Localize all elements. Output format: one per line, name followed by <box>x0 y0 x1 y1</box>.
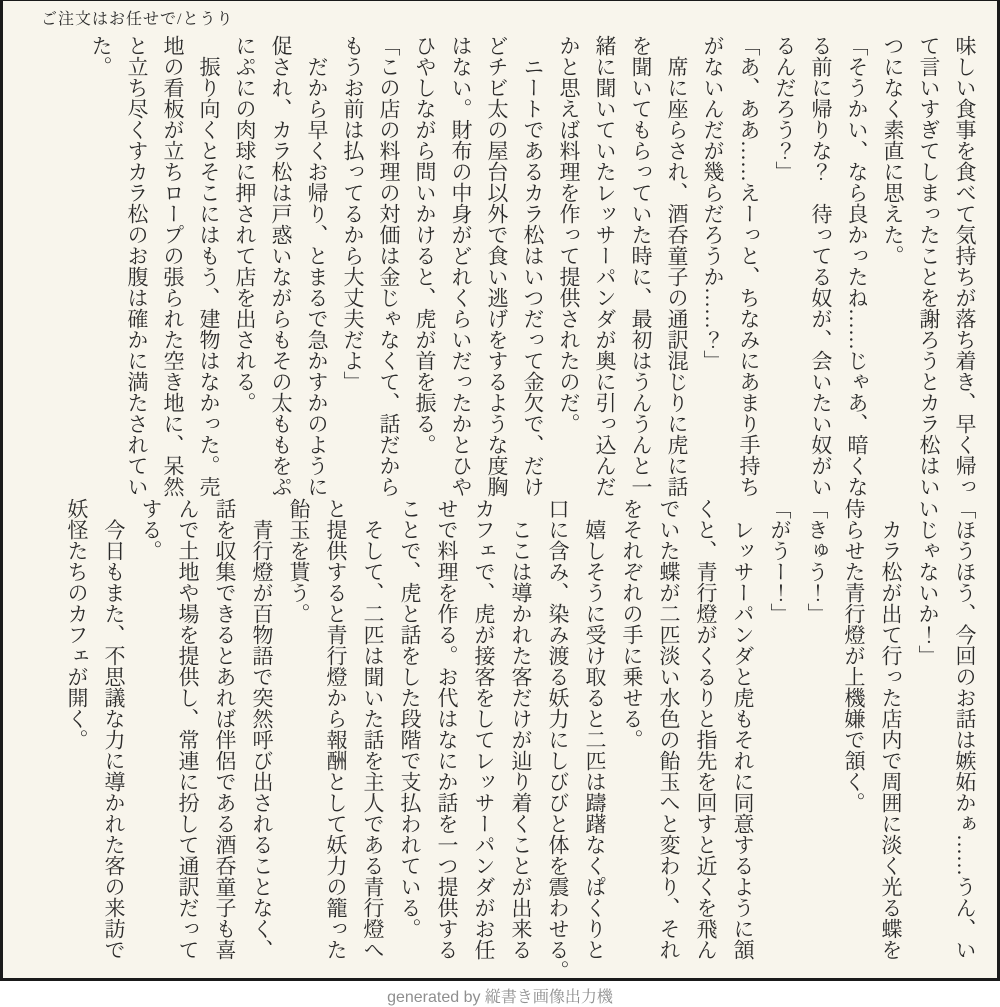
text-column: 振り向くとそこにはもう、建物はなかった。売 <box>197 35 221 497</box>
text-column: と立ち尽くすカラ松のお腹は確かに満たされてい <box>125 35 149 497</box>
text-column: かと思えば料理を作って提供されたのだ。 <box>557 35 581 434</box>
text-column: 今日もまた、不思議な力に導かれた客の来訪で <box>102 498 126 960</box>
text-column: 促され、カラ松は戸惑いながらもその太ももをぷ <box>269 35 293 497</box>
text-column: て言いすぎてしまったことを謝ろうとカラ松はい <box>917 35 941 497</box>
text-column: を聞いてもらっていた時に、最初はうんうんと一 <box>629 35 653 497</box>
text-column: 飴玉を貰う。 <box>287 498 311 624</box>
text-column: 「この店の料理の対価は金じゃなくて、話だから <box>377 35 401 497</box>
text-column: ことで、虎と話をした段階で支払われている。 <box>398 498 422 939</box>
text-column: 「あ、ああ……えーっと、ちなみにあまり手持ち <box>737 35 761 497</box>
text-column: する。 <box>139 498 163 561</box>
text-column: 嬉しそうに受け取ると二匹は躊躇なくぱくりと <box>583 498 607 960</box>
text-column: と提供すると青行燈から報酬として妖力の籠った <box>324 498 348 960</box>
text-column: くと、青行燈がくるりと指先を回すと近くを飛ん <box>694 498 718 960</box>
text-column: んで土地や場を提供し、常連に扮して通訳だって <box>176 498 200 960</box>
text-column: でいた蝶が二匹淡い水色の飴玉へと変わり、それ <box>657 498 681 960</box>
story-block-top <box>83 35 983 499</box>
text-column: カフェで、虎が接客をしてレッサーパンダがお任 <box>472 498 496 960</box>
text-column: せで料理を作る。お代はなにか話を一つ提供する <box>435 498 459 960</box>
text-column: 地の看板が立ちロープの張られた空き地に、呆然 <box>161 35 185 497</box>
generator-credit: generated by 縦書き画像出力機 <box>387 989 613 1006</box>
text-column: 口に含み、染み渡る妖力にしびびと体を震わせる。 <box>546 498 570 981</box>
text-column: ニートであるカラ松はいつだって金欠で、だけ <box>521 35 545 497</box>
text-column: レッサーパンダと虎もそれに同意するように頷 <box>731 498 755 960</box>
text-column: ここは導かれた客だけが辿り着くことが出来る <box>509 498 533 960</box>
text-column: 席に座らされ、酒呑童子の通訳混じりに虎に話 <box>665 35 689 497</box>
text-column: にぷにの肉球に押されて店を出される。 <box>233 35 257 413</box>
text-column: がないんだが幾らだろうか……？」 <box>701 35 725 371</box>
text-column: るんだろう？」 <box>773 35 797 182</box>
text-column: つになく素直に思えた。 <box>881 35 905 266</box>
text-column: 「きゅう！」 <box>805 498 829 624</box>
text-column: た。 <box>89 35 113 77</box>
text-column: だから早くお帰り、とまるで急かすかのように <box>305 35 329 497</box>
text-column: 青行燈が百物語で突然呼び出されることなく、 <box>250 498 274 960</box>
text-column: 侍らせた青行燈が上機嫌で頷く。 <box>842 498 866 813</box>
text-column: そして、二匹は聞いた話を主人である青行燈へ <box>361 498 385 960</box>
text-column: どチビ太の屋台以外で食い逃げをするような度胸 <box>485 35 509 497</box>
text-column: をそれぞれの手に乗せる。 <box>620 498 644 750</box>
text-column: 「そうかい、なら良かったね……じゃあ、暗くな <box>845 35 869 497</box>
text-column: る前に帰りな？ 待ってる奴が、会いたい奴がい <box>809 35 833 497</box>
text-column: ひやしながら問いかけると、虎が首を振る。 <box>413 35 437 455</box>
text-column: 味しい食事を食べて気持ちが落ち着き、早く帰っ <box>953 35 977 497</box>
text-column: 話を収集できるとあれば伴侶である酒呑童子も喜 <box>213 498 237 960</box>
text-column: 緒に聞いていたレッサーパンダが奥に引っ込んだ <box>593 35 617 497</box>
text-column: 妖怪たちのカフェが開く。 <box>65 498 89 750</box>
text-column: 「がうー！」 <box>768 498 792 624</box>
text-column: 「ほうほう、今回のお話は嫉妬かぁ……うん、い <box>953 498 977 960</box>
story-block-bottom <box>58 498 983 981</box>
page-title: ご注文はお任せで/とうり <box>41 11 234 28</box>
text-column: はない。財布の中身がどれくらいだったかとひや <box>449 35 473 497</box>
text-column: もうお前は払ってるから大丈夫だよ」 <box>341 35 365 392</box>
text-column: カラ松が出て行った店内で周囲に淡く光る蝶を <box>879 498 903 960</box>
text-column: いじゃないか！」 <box>916 498 940 666</box>
